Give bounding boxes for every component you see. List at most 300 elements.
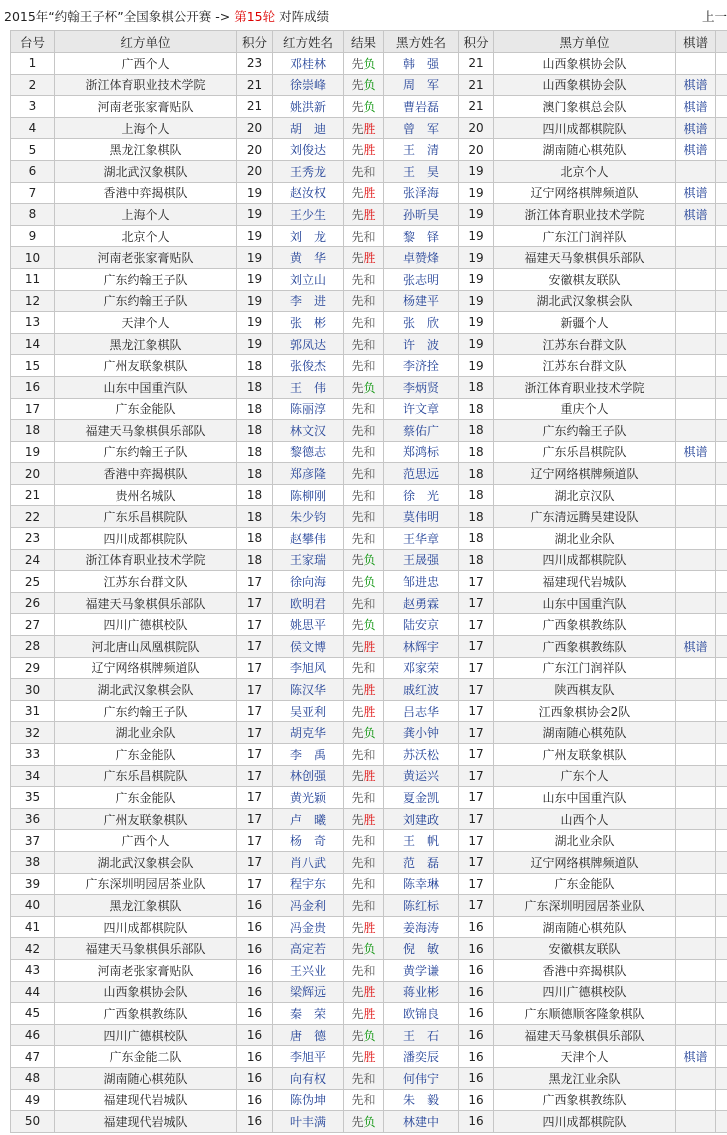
result-outcome: 和 — [363, 445, 376, 460]
red-score-cell: 21 — [237, 96, 273, 118]
red-name-cell[interactable]: 叶丰满 — [273, 1111, 344, 1133]
red-name-cell[interactable]: 林文汉 — [273, 420, 344, 442]
red-score-cell: 17 — [237, 830, 273, 852]
black-unit-cell: 山东中国重汽队 — [494, 592, 676, 614]
red-name-cell[interactable]: 邓桂林 — [273, 53, 344, 75]
record-link[interactable]: 棋谱 — [683, 143, 708, 158]
result-cell — [344, 53, 384, 75]
record-cell — [676, 268, 716, 290]
table-row — [11, 484, 727, 506]
red-name-cell[interactable]: 黎德志 — [273, 441, 344, 463]
black-unit-cell: 广东金能队 — [494, 873, 676, 895]
board-number-cell: 17 — [11, 398, 55, 420]
row-edge-cell — [716, 441, 727, 463]
record-link[interactable]: 棋谱 — [683, 207, 708, 222]
black-unit-cell: 江苏东台群文队 — [494, 355, 676, 377]
result-outcome: 和 — [363, 272, 376, 287]
red-name-cell[interactable]: 李 进 — [273, 290, 344, 312]
board-number-cell: 49 — [11, 1089, 55, 1111]
red-name-cell[interactable]: 冯金利 — [273, 895, 344, 917]
black-name-cell[interactable]: 曹岩磊 — [384, 96, 459, 118]
result-outcome: 胜 — [363, 1006, 376, 1021]
red-name-cell[interactable]: 陈柳刚 — [273, 484, 344, 506]
black-name-cell[interactable]: 吕志华 — [384, 700, 459, 722]
red-score-cell: 16 — [237, 1089, 273, 1111]
result-side: 先 — [351, 467, 364, 482]
result-outcome: 和 — [363, 337, 376, 352]
black-name-cell[interactable]: 李炳贤 — [384, 376, 459, 398]
red-score-cell: 17 — [237, 614, 273, 636]
record-cell — [676, 1003, 716, 1025]
red-score-cell: 17 — [237, 636, 273, 658]
black-unit-cell: 新疆个人 — [494, 312, 676, 334]
red-name-cell[interactable]: 黄 华 — [273, 247, 344, 269]
board-number-cell: 6 — [11, 160, 55, 182]
red-name-cell[interactable]: 姚洪新 — [273, 96, 344, 118]
table-row — [11, 74, 727, 96]
black-name-cell[interactable]: 莫伟明 — [384, 506, 459, 528]
record-link[interactable]: 棋谱 — [683, 121, 708, 136]
result-cell — [344, 1111, 384, 1133]
row-edge-cell — [716, 96, 727, 118]
black-score-cell: 18 — [459, 528, 494, 550]
red-name-cell[interactable]: 徐崇峰 — [273, 74, 344, 96]
red-name-cell[interactable]: 李旭风 — [273, 657, 344, 679]
red-unit-cell: 广东金能队 — [55, 398, 237, 420]
row-edge-cell — [716, 722, 727, 744]
black-name-cell[interactable]: 曾 军 — [384, 117, 459, 139]
black-score-cell: 17 — [459, 700, 494, 722]
row-edge-cell — [716, 895, 727, 917]
result-cell — [344, 333, 384, 355]
red-score-cell: 16 — [237, 895, 273, 917]
result-outcome: 负 — [363, 78, 376, 93]
red-score-cell: 16 — [237, 1111, 273, 1133]
result-side: 先 — [351, 56, 364, 71]
result-cell — [344, 1089, 384, 1111]
table-row — [11, 441, 727, 463]
board-number-cell: 45 — [11, 1003, 55, 1025]
black-name-cell[interactable]: 刘建政 — [384, 808, 459, 830]
row-edge-cell — [716, 1003, 727, 1025]
result-cell — [344, 916, 384, 938]
black-name-cell[interactable]: 王晟强 — [384, 549, 459, 571]
red-name-cell[interactable]: 高定若 — [273, 938, 344, 960]
red-name-cell[interactable]: 朱少钧 — [273, 506, 344, 528]
red-score-cell: 18 — [237, 549, 273, 571]
black-name-cell[interactable]: 林建中 — [384, 1111, 459, 1133]
board-number-cell: 44 — [11, 981, 55, 1003]
red-unit-cell: 湖北武汉象棋队 — [55, 160, 237, 182]
black-score-cell: 17 — [459, 830, 494, 852]
result-side: 先 — [351, 553, 364, 568]
record-link[interactable]: 棋谱 — [683, 1050, 708, 1065]
black-score-cell: 17 — [459, 657, 494, 679]
board-number-cell: 42 — [11, 938, 55, 960]
black-name-cell[interactable]: 姜海涛 — [384, 916, 459, 938]
board-number-cell: 15 — [11, 355, 55, 377]
red-score-cell: 20 — [237, 160, 273, 182]
red-unit-cell: 广西个人 — [55, 53, 237, 75]
result-cell — [344, 247, 384, 269]
red-name-cell[interactable]: 张 彬 — [273, 312, 344, 334]
red-score-cell: 16 — [237, 981, 273, 1003]
record-cell — [676, 787, 716, 809]
black-name-cell[interactable]: 欧锦良 — [384, 1003, 459, 1025]
result-side: 先 — [351, 121, 364, 136]
record-cell — [676, 225, 716, 247]
black-name-cell[interactable]: 周 军 — [384, 74, 459, 96]
red-name-cell[interactable]: 卢 曦 — [273, 808, 344, 830]
black-name-cell[interactable]: 朱 毅 — [384, 1089, 459, 1111]
black-name-cell[interactable]: 邓家荣 — [384, 657, 459, 679]
red-score-cell: 17 — [237, 657, 273, 679]
red-name-cell[interactable]: 赵汝权 — [273, 182, 344, 204]
row-edge-cell — [716, 614, 727, 636]
board-number-cell: 50 — [11, 1111, 55, 1133]
black-name-cell[interactable]: 韩 强 — [384, 53, 459, 75]
prev-round-link[interactable]: 上一 — [701, 9, 727, 24]
row-edge-cell — [716, 981, 727, 1003]
result-cell — [344, 787, 384, 809]
table-row — [11, 312, 727, 334]
red-name-cell[interactable]: 胡克华 — [273, 722, 344, 744]
black-name-cell[interactable]: 黄学谦 — [384, 959, 459, 981]
black-name-cell[interactable]: 张志明 — [384, 268, 459, 290]
black-name-cell[interactable]: 范思远 — [384, 463, 459, 485]
red-name-cell[interactable]: 向有权 — [273, 1067, 344, 1089]
red-name-cell[interactable]: 刘 龙 — [273, 225, 344, 247]
red-name-cell[interactable]: 徐向海 — [273, 571, 344, 593]
row-edge-cell — [716, 290, 727, 312]
red-name-cell[interactable]: 胡 迪 — [273, 117, 344, 139]
row-edge-cell — [716, 830, 727, 852]
black-name-cell[interactable]: 王 帆 — [384, 830, 459, 852]
red-name-cell[interactable]: 唐 德 — [273, 1024, 344, 1046]
black-name-cell[interactable]: 范 磊 — [384, 851, 459, 873]
result-outcome: 负 — [363, 726, 376, 741]
red-unit-cell: 黑龙江象棋队 — [55, 333, 237, 355]
red-score-cell: 18 — [237, 355, 273, 377]
board-number-cell: 23 — [11, 528, 55, 550]
record-cell — [676, 1067, 716, 1089]
result-side: 先 — [351, 747, 364, 762]
result-cell — [344, 74, 384, 96]
result-side: 先 — [351, 1028, 364, 1043]
black-name-cell[interactable]: 戚红波 — [384, 679, 459, 701]
red-name-cell[interactable]: 姚思平 — [273, 614, 344, 636]
black-name-cell[interactable]: 陈幸琳 — [384, 873, 459, 895]
record-link[interactable]: 棋谱 — [683, 639, 708, 654]
row-edge-cell — [716, 938, 727, 960]
red-name-cell[interactable]: 张俊杰 — [273, 355, 344, 377]
result-side: 先 — [351, 920, 364, 935]
red-unit-cell: 辽宁网络棋牌频道队 — [55, 657, 237, 679]
black-unit-cell: 广西象棋教练队 — [494, 1089, 676, 1111]
black-score-cell: 20 — [459, 117, 494, 139]
red-unit-cell: 上海个人 — [55, 204, 237, 226]
red-name-cell[interactable]: 杨 奇 — [273, 830, 344, 852]
red-name-cell[interactable]: 秦 荣 — [273, 1003, 344, 1025]
board-number-cell: 29 — [11, 657, 55, 679]
result-outcome: 和 — [363, 294, 376, 309]
red-name-cell[interactable]: 陈伪坤 — [273, 1089, 344, 1111]
black-name-cell[interactable]: 徐 光 — [384, 484, 459, 506]
result-side: 先 — [351, 402, 364, 417]
black-unit-cell: 广东江门润祥队 — [494, 657, 676, 679]
red-unit-cell: 河南老张家膏贴队 — [55, 959, 237, 981]
black-name-cell[interactable]: 许文章 — [384, 398, 459, 420]
black-name-cell[interactable]: 黄运兴 — [384, 765, 459, 787]
black-score-cell: 20 — [459, 139, 494, 161]
red-score-cell: 17 — [237, 722, 273, 744]
result-cell — [344, 484, 384, 506]
black-name-cell[interactable]: 王华章 — [384, 528, 459, 550]
row-edge-cell — [716, 528, 727, 550]
table-row — [11, 549, 727, 571]
red-name-cell[interactable]: 黄光颖 — [273, 787, 344, 809]
red-name-cell[interactable]: 侯文博 — [273, 636, 344, 658]
result-cell — [344, 225, 384, 247]
result-outcome: 和 — [363, 963, 376, 978]
board-number-cell: 38 — [11, 851, 55, 873]
table-row — [11, 398, 727, 420]
result-side: 先 — [351, 1071, 364, 1086]
board-number-cell: 2 — [11, 74, 55, 96]
board-number-cell: 47 — [11, 1046, 55, 1068]
table-row — [11, 355, 727, 377]
black-unit-cell: 安徽棋友联队 — [494, 268, 676, 290]
black-name-cell[interactable]: 蒋业彬 — [384, 981, 459, 1003]
red-score-cell: 19 — [237, 268, 273, 290]
result-side: 先 — [351, 272, 364, 287]
record-link[interactable]: 棋谱 — [683, 99, 708, 114]
result-outcome: 负 — [363, 56, 376, 71]
black-unit-cell: 湖南随心棋苑队 — [494, 916, 676, 938]
result-side: 先 — [351, 639, 364, 654]
black-name-cell[interactable]: 李济拴 — [384, 355, 459, 377]
result-side: 先 — [351, 855, 364, 870]
red-name-cell[interactable]: 赵攀伟 — [273, 528, 344, 550]
black-name-cell[interactable]: 何伟宁 — [384, 1067, 459, 1089]
board-number-cell: 33 — [11, 744, 55, 766]
red-name-cell[interactable]: 程宇东 — [273, 873, 344, 895]
red-name-cell[interactable]: 欧明君 — [273, 592, 344, 614]
table-row — [11, 528, 727, 550]
row-edge-cell — [716, 549, 727, 571]
black-name-cell[interactable]: 夏金凯 — [384, 787, 459, 809]
red-name-cell[interactable]: 王秀龙 — [273, 160, 344, 182]
black-name-cell[interactable]: 赵勇霖 — [384, 592, 459, 614]
black-name-cell[interactable]: 王 石 — [384, 1024, 459, 1046]
black-score-cell: 17 — [459, 765, 494, 787]
red-score-cell: 19 — [237, 247, 273, 269]
board-number-cell: 41 — [11, 916, 55, 938]
red-name-cell[interactable]: 陈汉华 — [273, 679, 344, 701]
board-number-cell: 26 — [11, 592, 55, 614]
record-cell — [676, 204, 716, 226]
red-name-cell[interactable]: 陈丽淳 — [273, 398, 344, 420]
black-name-cell[interactable]: 张泽海 — [384, 182, 459, 204]
red-unit-cell: 福建现代岩城队 — [55, 1111, 237, 1133]
table-row — [11, 53, 727, 75]
result-outcome: 和 — [363, 596, 376, 611]
result-cell — [344, 614, 384, 636]
result-cell — [344, 808, 384, 830]
red-score-cell: 19 — [237, 290, 273, 312]
result-side: 先 — [351, 812, 364, 827]
black-unit-cell: 山西象棋协会队 — [494, 74, 676, 96]
black-name-cell[interactable]: 王 昊 — [384, 160, 459, 182]
red-name-cell[interactable]: 郑彦隆 — [273, 463, 344, 485]
result-side: 先 — [351, 596, 364, 611]
result-side: 先 — [351, 337, 364, 352]
black-name-cell[interactable]: 郑鸿标 — [384, 441, 459, 463]
black-unit-cell: 福建天马象棋俱乐部队 — [494, 247, 676, 269]
red-name-cell[interactable]: 王兴业 — [273, 959, 344, 981]
result-cell — [344, 268, 384, 290]
result-side: 先 — [351, 315, 364, 330]
black-name-cell[interactable]: 潘奕辰 — [384, 1046, 459, 1068]
table-row — [11, 916, 727, 938]
black-unit-cell: 山西个人 — [494, 808, 676, 830]
record-cell — [676, 722, 716, 744]
row-edge-cell — [716, 398, 727, 420]
result-cell — [344, 636, 384, 658]
black-unit-cell: 辽宁网络棋牌频道队 — [494, 463, 676, 485]
black-name-cell[interactable]: 孙昕昊 — [384, 204, 459, 226]
black-unit-cell: 四川成都棋院队 — [494, 549, 676, 571]
black-name-cell[interactable]: 林辉宇 — [384, 636, 459, 658]
result-cell — [344, 700, 384, 722]
black-unit-cell: 四川广德棋校队 — [494, 981, 676, 1003]
black-name-cell[interactable]: 邹进忠 — [384, 571, 459, 593]
record-cell — [676, 290, 716, 312]
red-name-cell[interactable]: 冯金贵 — [273, 916, 344, 938]
red-name-cell[interactable]: 王少生 — [273, 204, 344, 226]
red-name-cell[interactable]: 肖八武 — [273, 851, 344, 873]
board-number-cell: 37 — [11, 830, 55, 852]
table-row — [11, 679, 727, 701]
result-outcome: 和 — [363, 402, 376, 417]
record-cell — [676, 96, 716, 118]
black-unit-cell: 黑龙江业余队 — [494, 1067, 676, 1089]
result-cell — [344, 873, 384, 895]
result-cell — [344, 938, 384, 960]
black-name-cell[interactable]: 龚小钟 — [384, 722, 459, 744]
table-row — [11, 96, 727, 118]
red-score-cell: 20 — [237, 117, 273, 139]
record-link[interactable]: 棋谱 — [683, 445, 708, 460]
red-name-cell[interactable]: 林创强 — [273, 765, 344, 787]
red-name-cell[interactable]: 梁辉远 — [273, 981, 344, 1003]
red-name-cell[interactable]: 吴亚利 — [273, 700, 344, 722]
black-name-cell[interactable]: 陈红标 — [384, 895, 459, 917]
black-unit-cell: 江苏东台群文队 — [494, 333, 676, 355]
black-name-cell[interactable]: 倪 敏 — [384, 938, 459, 960]
red-name-cell[interactable]: 王 伟 — [273, 376, 344, 398]
table-body — [11, 53, 727, 1133]
record-cell — [676, 916, 716, 938]
black-score-cell: 19 — [459, 160, 494, 182]
black-unit-cell: 北京个人 — [494, 160, 676, 182]
result-outcome: 负 — [363, 618, 376, 633]
record-cell — [676, 895, 716, 917]
table-row — [11, 290, 727, 312]
record-cell — [676, 74, 716, 96]
row-edge-cell — [716, 571, 727, 593]
black-unit-cell: 广东清远腾昊建设队 — [494, 506, 676, 528]
red-name-cell[interactable]: 李旭平 — [273, 1046, 344, 1068]
red-unit-cell: 广州友联象棋队 — [55, 808, 237, 830]
black-name-cell[interactable]: 杨建平 — [384, 290, 459, 312]
black-name-cell[interactable]: 陆安京 — [384, 614, 459, 636]
red-name-cell[interactable]: 刘立山 — [273, 268, 344, 290]
black-unit-cell: 湖北京汉队 — [494, 484, 676, 506]
result-cell — [344, 830, 384, 852]
row-edge-cell — [716, 744, 727, 766]
black-name-cell[interactable]: 张 欣 — [384, 312, 459, 334]
red-name-cell[interactable]: 李 禹 — [273, 744, 344, 766]
black-name-cell[interactable]: 王 清 — [384, 139, 459, 161]
record-cell — [676, 117, 716, 139]
result-side: 先 — [351, 661, 364, 676]
board-number-cell: 20 — [11, 463, 55, 485]
red-name-cell[interactable]: 刘俊达 — [273, 139, 344, 161]
board-number-cell: 13 — [11, 312, 55, 334]
black-name-cell[interactable]: 蔡佑广 — [384, 420, 459, 442]
table-row — [11, 787, 727, 809]
red-unit-cell: 福建天马象棋俱乐部队 — [55, 592, 237, 614]
record-link[interactable]: 棋谱 — [683, 78, 708, 93]
result-side: 先 — [351, 1114, 364, 1129]
table-row — [11, 1024, 727, 1046]
red-score-cell: 19 — [237, 225, 273, 247]
board-number-cell: 35 — [11, 787, 55, 809]
row-edge-cell — [716, 1067, 727, 1089]
red-score-cell: 17 — [237, 765, 273, 787]
black-score-cell: 16 — [459, 1024, 494, 1046]
black-score-cell: 18 — [459, 420, 494, 442]
black-name-cell[interactable]: 卓赞烽 — [384, 247, 459, 269]
board-number-cell: 9 — [11, 225, 55, 247]
black-unit-cell: 安徽棋友联队 — [494, 938, 676, 960]
red-score-cell: 23 — [237, 53, 273, 75]
record-cell — [676, 679, 716, 701]
black-unit-cell: 湖北武汉象棋会队 — [494, 290, 676, 312]
black-name-cell[interactable]: 黎 铎 — [384, 225, 459, 247]
record-cell — [676, 549, 716, 571]
row-edge-cell — [716, 312, 727, 334]
result-outcome: 和 — [363, 877, 376, 892]
red-score-cell: 19 — [237, 312, 273, 334]
red-name-cell[interactable]: 王家瑞 — [273, 549, 344, 571]
black-name-cell[interactable]: 许 波 — [384, 333, 459, 355]
red-score-cell: 17 — [237, 571, 273, 593]
black-score-cell: 16 — [459, 916, 494, 938]
table-row — [11, 506, 727, 528]
col-header-black-name: 黑方姓名 — [384, 31, 459, 53]
table-row — [11, 571, 727, 593]
board-number-cell: 7 — [11, 182, 55, 204]
black-score-cell: 17 — [459, 722, 494, 744]
record-link[interactable]: 棋谱 — [683, 186, 708, 201]
result-side: 先 — [351, 423, 364, 438]
black-name-cell[interactable]: 苏沃松 — [384, 744, 459, 766]
result-outcome: 负 — [363, 942, 376, 957]
red-name-cell[interactable]: 郭凤达 — [273, 333, 344, 355]
black-score-cell: 18 — [459, 484, 494, 506]
